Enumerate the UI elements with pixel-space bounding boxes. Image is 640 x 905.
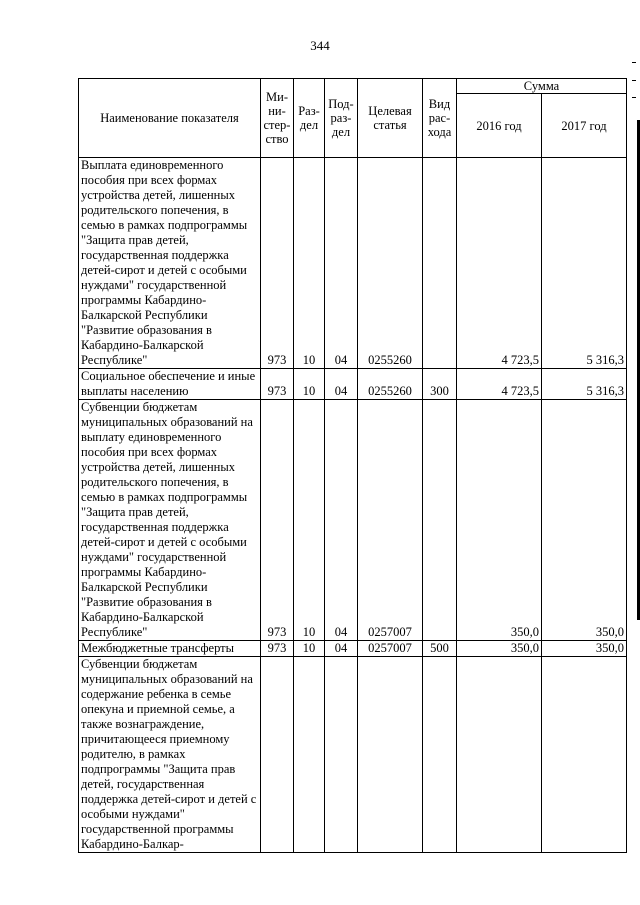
row-sum-2016: 350,0	[457, 400, 542, 641]
row-section: 10	[294, 641, 325, 657]
row-subsection: 04	[325, 158, 358, 369]
row-sum-2017	[542, 657, 627, 853]
row-target: 0257007	[358, 400, 423, 641]
row-subsection: 04	[325, 641, 358, 657]
header-year-2017: 2017 год	[542, 94, 627, 158]
row-name: Субвенции бюджетам муниципальных образований на содержание ребенка в семье опекуна и приемной семье, а также вознаграждение, причитающееся приемному родителю, в рамках подпрограммы "Защита прав детей, государственная поддержка детей-сирот и детей с особыми нуждами" государственной программы Кабардино-Балкар-	[79, 657, 261, 853]
header-name: Наименование показателя	[79, 79, 261, 158]
header-year-2016: 2016 год	[457, 94, 542, 158]
row-subsection	[325, 657, 358, 853]
row-ministry	[261, 657, 294, 853]
row-section: 10	[294, 158, 325, 369]
page-number: 344	[310, 38, 330, 53]
table-row	[79, 641, 627, 657]
row-section	[294, 657, 325, 853]
row-expense-type	[423, 657, 457, 853]
row-name: Социальное обеспечение и иные выплаты населению	[79, 369, 261, 400]
row-sum-2017: 5 316,3	[542, 158, 627, 369]
table-row	[79, 158, 627, 369]
row-target: 0257007	[358, 641, 423, 657]
row-sum-2016: 350,0	[457, 641, 542, 657]
row-name: Субвенции бюджетам муниципальных образований на выплату единовременного пособия при всех формах устройства детей, лишенных родительского попечения, в семью в рамках подпрограммы "Защита прав детей, государственная поддержка детей-сирот и детей с особыми нуждами" государственной программы Кабардино-Балкарской Республики "Развитие образования в Кабардино-Балкарской Республике"	[79, 400, 261, 641]
header-sum: Сумма	[457, 79, 627, 94]
row-section: 10	[294, 400, 325, 641]
row-ministry: 973	[261, 369, 294, 400]
row-expense-type	[423, 400, 457, 641]
row-sum-2016: 4 723,5	[457, 158, 542, 369]
row-expense-type: 300	[423, 369, 457, 400]
row-sum-2017: 5 316,3	[542, 369, 627, 400]
header-subsection: Под-раз-дел	[325, 79, 358, 158]
header-expense-type: Вид рас-хода	[423, 79, 457, 158]
scan-edge-tick	[632, 97, 636, 98]
header-ministry: Ми-ни-стер-ство	[261, 79, 294, 158]
row-expense-type: 500	[423, 641, 457, 657]
scan-edge-tick	[632, 80, 636, 81]
row-section: 10	[294, 369, 325, 400]
row-ministry: 973	[261, 641, 294, 657]
row-sum-2017: 350,0	[542, 400, 627, 641]
table-row	[79, 400, 627, 641]
header-target: Целевая статья	[358, 79, 423, 158]
row-subsection: 04	[325, 369, 358, 400]
row-ministry: 973	[261, 400, 294, 641]
row-sum-2016	[457, 657, 542, 853]
row-target: 0255260	[358, 158, 423, 369]
row-ministry: 973	[261, 158, 294, 369]
table-row	[79, 369, 627, 400]
row-subsection: 04	[325, 400, 358, 641]
row-target	[358, 657, 423, 853]
budget-table	[78, 78, 627, 853]
row-expense-type	[423, 158, 457, 369]
row-name: Межбюджетные трансферты	[79, 641, 261, 657]
row-target: 0255260	[358, 369, 423, 400]
row-name: Выплата единовременного пособия при всех формах устройства детей, лишенных родительского попечения, в семью в рамках подпрограммы "Защита прав детей, государственная поддержка детей-сирот и детей с особыми нуждами" государственной программы Кабардино-Балкарской Республики "Развитие образования в Кабардино-Балкарской Республике"	[79, 158, 261, 369]
table-row	[79, 657, 627, 853]
header-section: Раз-дел	[294, 79, 325, 158]
scan-edge-tick	[632, 62, 636, 63]
row-sum-2016: 4 723,5	[457, 369, 542, 400]
row-sum-2017: 350,0	[542, 641, 627, 657]
